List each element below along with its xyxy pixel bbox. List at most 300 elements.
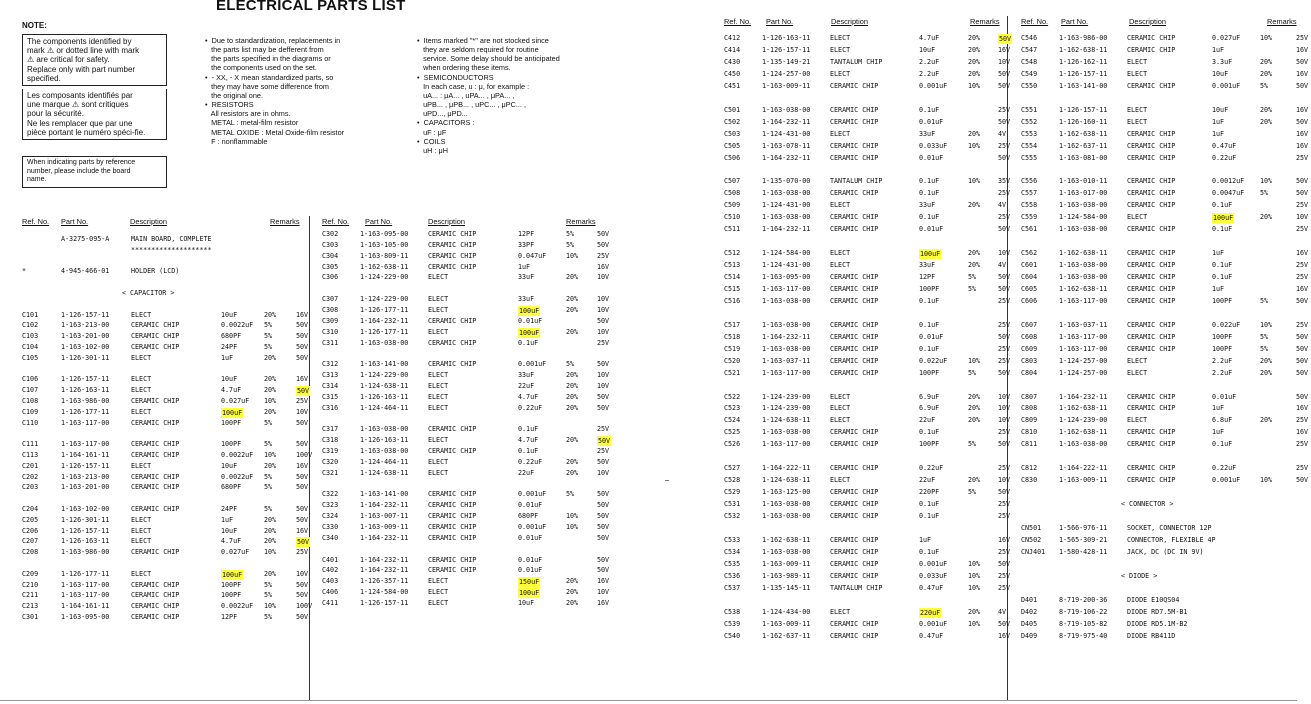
table-row [724, 547, 1011, 558]
description: CERAMIC CHIP [428, 447, 477, 455]
ref-no: C205 [22, 515, 39, 524]
tolerance: 20% [1260, 356, 1273, 365]
voltage: 50V [296, 440, 309, 449]
part-no: 1-126-157-11 [61, 461, 110, 470]
voltage: 50V [1296, 296, 1309, 305]
value: 150uF [519, 578, 540, 587]
part-no: 1-164-232-11 [360, 316, 409, 325]
table-row [322, 339, 617, 349]
value: 33uF [518, 295, 535, 304]
table-row [22, 408, 322, 418]
ref-no: C509 [724, 201, 741, 210]
voltage: 25V [998, 500, 1011, 509]
tolerance: 20% [264, 526, 277, 535]
ref-no: * [22, 267, 27, 276]
description: CERAMIC CHIP [1127, 440, 1176, 449]
voltage: 16V [597, 577, 610, 586]
ref-no: C340 [322, 533, 339, 542]
part-no: 1-162-638-11 [1059, 428, 1108, 437]
description: ELECT [830, 607, 851, 616]
part-no: 1-124-229-00 [360, 295, 409, 304]
tolerance: 20% [566, 371, 579, 380]
part-no: 1-126-177-11 [61, 569, 110, 578]
table-row [22, 591, 322, 601]
tolerance: 20% [566, 468, 579, 477]
voltage: 4V [998, 129, 1007, 138]
voltage: 10V [597, 371, 610, 380]
intro-line: • RESISTORS [205, 100, 254, 110]
part-no: 1-163-095-00 [360, 230, 409, 238]
table-row [22, 440, 322, 450]
part-no: 1-163-809-11 [360, 251, 409, 260]
table-row [22, 473, 322, 483]
intro-line: METAL : metal-film resistor [205, 118, 299, 128]
tolerance: 20% [264, 515, 277, 524]
part-no: 1-124-431-00 [762, 129, 811, 138]
table-row [1021, 476, 1311, 486]
tolerance: 20% [566, 327, 579, 336]
part-no: 1-124-638-11 [360, 468, 409, 477]
table-row [1021, 285, 1311, 295]
table-row [322, 523, 617, 533]
part-no: 1-163-038-00 [762, 547, 811, 556]
part-no: 1-163-038-00 [762, 344, 811, 353]
voltage: 10V [597, 381, 610, 390]
description: ELECT [830, 201, 851, 210]
ref-no: C518 [724, 332, 741, 341]
table-row [724, 117, 1011, 128]
intro-line: • Due to standardization, replacements in [205, 36, 341, 45]
ref-no: C552 [1021, 117, 1038, 126]
value: 10uF [919, 45, 936, 54]
table-row [322, 512, 617, 522]
voltage: 50V [296, 353, 309, 362]
ref-no: C303 [322, 240, 339, 249]
description: CERAMIC CHIP [830, 440, 879, 449]
part-no: 1-163-038-00 [360, 425, 409, 434]
part-no: 1-126-157-11 [61, 310, 110, 319]
ref-no: C508 [724, 189, 741, 198]
ref-no: CNJ401 [1021, 547, 1046, 556]
part-no: 1-124-638-11 [762, 416, 811, 425]
table-row [724, 105, 1011, 116]
value: 220uF [920, 608, 941, 617]
value: 0.1uF [919, 512, 940, 520]
table-row [22, 462, 322, 472]
part-no: 1-163-007-11 [360, 512, 409, 521]
description: CERAMIC CHIP [830, 189, 879, 198]
tolerance: 20% [264, 569, 277, 578]
table-row [322, 566, 617, 576]
part-no: 1-163-038-00 [1059, 273, 1108, 281]
tolerance: 10% [1260, 177, 1273, 186]
description: ELECT [830, 476, 851, 485]
description: ELECT [830, 261, 851, 270]
value: 680PF [221, 483, 242, 492]
table-row [1021, 165, 1311, 175]
ref-no: C551 [1021, 105, 1038, 114]
ref-no: C539 [724, 619, 741, 628]
description: CERAMIC CHIP [428, 501, 477, 510]
description: ELECT [428, 305, 449, 314]
tolerance: 5% [968, 440, 977, 449]
description: CERAMIC CHIP [131, 472, 180, 481]
value: 0.1uF [919, 296, 940, 305]
voltage: 50V [296, 418, 309, 427]
tolerance: 20% [566, 392, 579, 401]
voltage: 50V [1296, 81, 1309, 90]
voltage: 50V [1296, 344, 1309, 353]
tolerance: 5% [968, 273, 977, 281]
voltage: 35V [998, 177, 1011, 186]
table-row [22, 581, 322, 591]
part-no: 1-162-637-11 [762, 631, 811, 640]
voltage: 50V [999, 35, 1012, 43]
table-row [1021, 369, 1311, 379]
voltage: 10V [597, 295, 610, 304]
table-row [1021, 309, 1311, 319]
voltage: 10V [1296, 213, 1309, 222]
description: CERAMIC CHIP [428, 251, 477, 260]
ref-no: C553 [1021, 129, 1038, 138]
note-french [22, 89, 167, 140]
description: ELECT [428, 381, 449, 390]
part-no: 1-124-229-00 [360, 371, 409, 380]
ref-no: C111 [22, 440, 39, 449]
part-no: 1-163-125-00 [762, 488, 811, 497]
part-no: 1-126-163-11 [61, 386, 110, 395]
tolerance: 20% [566, 381, 579, 390]
value: 0.1uF [518, 447, 539, 455]
description: CERAMIC CHIP [830, 105, 879, 114]
table-row [1021, 225, 1311, 235]
value: 33uF [919, 261, 936, 270]
voltage: 50V [296, 343, 309, 351]
ref-no: C211 [22, 591, 39, 600]
voltage: 50V [597, 522, 610, 531]
voltage: 25V [296, 397, 309, 405]
part-no: 1-126-157-11 [1059, 69, 1108, 78]
ref-no: C304 [322, 251, 339, 260]
part-no: 1-163-141-00 [360, 360, 409, 369]
table-row [724, 69, 1011, 80]
table-row [724, 284, 1011, 295]
ref-no: C311 [322, 338, 339, 347]
ref-no: C411 [322, 598, 339, 607]
ref-no: C607 [1021, 320, 1038, 329]
voltage: 50V [597, 230, 610, 238]
ref-no: C523 [724, 404, 741, 413]
part-no: 1-163-986-00 [1059, 34, 1108, 42]
ref-no: C531 [724, 500, 741, 509]
tolerance: 20% [968, 607, 981, 616]
table-row [1021, 130, 1311, 140]
value: 0.001uF [919, 619, 948, 628]
note-label: NOTE: [22, 21, 47, 30]
voltage: 25V [998, 105, 1011, 114]
part-no: 1-164-232-11 [762, 153, 811, 162]
voltage: 10V [597, 273, 610, 282]
tolerance: 5% [1260, 296, 1269, 305]
part-no: 1-164-222-11 [762, 464, 811, 473]
ref-no: C104 [22, 343, 39, 351]
description: CERAMIC CHIP [1127, 404, 1176, 413]
voltage: 50V [998, 284, 1011, 293]
part-no: 1-163-038-00 [762, 213, 811, 222]
value: 1uF [1212, 249, 1225, 258]
tolerance: 10% [968, 619, 981, 628]
voltage: 16V [1296, 129, 1309, 138]
part-no: 1-164-232-11 [762, 117, 811, 126]
value: 33uF [518, 273, 535, 282]
parts-list-page-right [700, 0, 1309, 704]
ref-no: C547 [1021, 45, 1038, 54]
description: CERAMIC CHIP [131, 580, 180, 589]
note-line: une marque ⚠ sont critiques [27, 100, 129, 110]
table-row [724, 225, 1011, 235]
table-row [1021, 620, 1311, 630]
table-row [22, 332, 322, 342]
ref-no: D401 [1021, 595, 1038, 604]
description: CERAMIC CHIP [1127, 273, 1176, 281]
description: CERAMIC CHIP [830, 273, 879, 281]
part-no: 1-163-038-00 [762, 500, 811, 509]
voltage: 10V [998, 249, 1011, 258]
table-row [724, 296, 1011, 307]
table-row [724, 488, 1011, 498]
part-no: 1-163-010-11 [1059, 177, 1108, 186]
part-no: 1-163-038-00 [762, 105, 811, 114]
table-row [1021, 154, 1311, 164]
part-no: 1-163-117-00 [1059, 344, 1108, 353]
part-no: 1-163-038-00 [762, 428, 811, 437]
tolerance: 5% [264, 613, 273, 621]
ref-no: C204 [22, 505, 39, 513]
table-row [322, 480, 617, 490]
description: DIODE RD7.5M-B1 [1127, 607, 1188, 616]
ref-no: C450 [724, 69, 741, 78]
description: CERAMIC CHIP [131, 602, 180, 611]
value: 24PF [221, 343, 238, 351]
tolerance: 5% [566, 360, 575, 369]
value: 100uF [519, 306, 540, 315]
voltage: 10V [998, 392, 1011, 401]
table-row [22, 235, 322, 245]
value: 0.022uF [1212, 320, 1241, 329]
table-row [1021, 34, 1311, 44]
ref-no: C322 [322, 490, 339, 499]
tolerance: 10% [968, 81, 981, 90]
ref-no: C324 [322, 512, 339, 521]
description: CERAMIC CHIP [131, 418, 180, 427]
value: 12PF [919, 273, 936, 281]
note-line: pour la sécurité. [27, 109, 84, 119]
value: 0.01uF [518, 501, 543, 510]
part-no: 1-124-584-00 [1059, 213, 1108, 222]
voltage: 16V [1296, 141, 1309, 150]
intro-line: F : nonflammable [205, 136, 268, 146]
voltage: 25V [998, 583, 1011, 592]
note-line: Les composants identifiés par [27, 91, 133, 100]
description: DIODE E10QS04 [1127, 595, 1180, 604]
part-no: A-3275-095-A [61, 235, 110, 243]
voltage: 16V [998, 45, 1011, 54]
part-no: 1-135-149-21 [762, 57, 811, 66]
table-row [724, 261, 1007, 271]
value: 0.1uF [919, 105, 940, 114]
header-remarks: Remarks [970, 17, 1000, 26]
ref-no: C320 [322, 457, 339, 466]
value: 0.033uF [919, 141, 948, 150]
ref-no: C513 [724, 261, 741, 270]
table-row [22, 343, 322, 353]
tolerance: 10% [264, 451, 277, 459]
value: 22uF [518, 468, 535, 477]
description: CERAMIC CHIP [830, 368, 879, 377]
description: CERAMIC CHIP [131, 483, 180, 492]
tolerance: 5% [264, 440, 273, 449]
ref-no: C507 [724, 177, 741, 186]
description: CERAMIC CHIP [830, 296, 879, 305]
description: ELECT [428, 468, 449, 477]
description: CERAMIC CHIP [1127, 464, 1176, 473]
description: CERAMIC CHIP [1127, 476, 1176, 485]
part-no: 1-163-117-00 [762, 368, 811, 377]
tolerance: 5% [1260, 344, 1269, 353]
description: CERAMIC CHIP [428, 240, 477, 249]
table-row [724, 332, 1011, 343]
tolerance: 20% [1260, 213, 1273, 222]
description: ELECT [428, 392, 449, 401]
voltage: 16V [1296, 105, 1309, 114]
ref-no: C514 [724, 273, 741, 281]
tolerance: 20% [968, 69, 981, 78]
table-row [1021, 118, 1311, 128]
part-no: 1-163-117-00 [61, 418, 110, 427]
ref-no: C109 [22, 407, 39, 416]
table-row [322, 252, 617, 262]
value: 22uF [919, 416, 936, 425]
description: < CAPACITOR > [122, 289, 175, 297]
intro-line: All resistors are in ohms. [205, 109, 291, 119]
ref-no: C558 [1021, 201, 1038, 210]
table-row [322, 263, 617, 273]
description: DIODE RB411D [1127, 631, 1176, 640]
description: CERAMIC CHIP [1127, 34, 1176, 42]
voltage: 10V [296, 407, 309, 416]
value: 680PF [221, 332, 242, 341]
table-row [724, 249, 1011, 259]
voltage: 25V [1296, 261, 1309, 270]
description: CERAMIC CHIP [1127, 177, 1176, 186]
table-row [724, 583, 1011, 594]
ref-no: C306 [322, 273, 339, 282]
description: CERAMIC CHIP [1127, 261, 1176, 270]
ref-no: C533 [724, 535, 741, 544]
intro-line: service. Some delay should be anticipated [417, 54, 560, 64]
ref-no: CN502 [1021, 535, 1042, 544]
value: 0.1uF [1212, 261, 1233, 270]
voltage: 16V [296, 310, 309, 319]
description: CERAMIC CHIP [131, 321, 180, 330]
tolerance: 10% [968, 177, 981, 186]
table-row [22, 537, 322, 547]
ref-no: C202 [22, 472, 39, 481]
value: 33uF [518, 371, 535, 380]
value: 6.9uF [919, 404, 940, 413]
voltage: 50V [597, 316, 610, 325]
part-no: 1-124-584-00 [762, 249, 811, 258]
part-no: 1-163-141-00 [360, 490, 409, 499]
value: 0.22uF [1212, 464, 1237, 473]
table-row [1021, 177, 1311, 187]
description: ******************** [131, 245, 212, 254]
voltage: 50V [1296, 392, 1309, 401]
table-row [724, 237, 1007, 247]
part-no: 8-719-106-22 [1059, 607, 1108, 616]
table-row [724, 476, 1011, 486]
tolerance: 5% [968, 488, 977, 497]
value: 2.2uF [919, 69, 940, 78]
table-row [22, 613, 322, 623]
value: 4.7uF [518, 392, 539, 401]
table-row [1021, 381, 1311, 391]
tolerance: 20% [264, 353, 277, 362]
ref-no: C608 [1021, 332, 1038, 341]
description: CERAMIC CHIP [830, 320, 879, 329]
description: CERAMIC CHIP [131, 613, 180, 621]
header-desc: Description [831, 17, 868, 26]
value: 100uF [222, 408, 243, 417]
value: 0.0022uF [221, 451, 254, 459]
table-row [1021, 142, 1311, 152]
table-row [1021, 464, 1311, 474]
part-no: 1-124-431-00 [762, 201, 811, 210]
part-no: 1-163-117-00 [1059, 296, 1108, 305]
description: CERAMIC CHIP [830, 225, 879, 234]
table-row [22, 602, 322, 612]
table-row [22, 559, 322, 569]
voltage: 25V [998, 296, 1011, 305]
voltage: 50V [998, 273, 1011, 281]
description: ELECT [1127, 117, 1148, 126]
voltage: 16V [597, 262, 610, 271]
table-row [322, 349, 617, 359]
description: CERAMIC CHIP [1127, 201, 1176, 210]
ref-no: C519 [724, 344, 741, 353]
part-no: 1-124-257-00 [1059, 356, 1108, 365]
table-row [22, 311, 322, 321]
value: 0.001uF [518, 360, 547, 369]
description: < DIODE > [1121, 571, 1158, 580]
part-no: 1-124-638-11 [360, 381, 409, 390]
table-row [1021, 393, 1311, 403]
tolerance: 20% [264, 386, 277, 395]
ref-no: C503 [724, 129, 741, 138]
header-part: Part No. [365, 217, 393, 226]
voltage: 25V [1296, 153, 1309, 162]
ref-no: C609 [1021, 344, 1038, 353]
voltage: 16V [1296, 69, 1309, 78]
tolerance: 5% [968, 284, 977, 293]
voltage: 10V [998, 57, 1011, 66]
part-no: 1-126-357-11 [360, 577, 409, 586]
table-row [22, 397, 322, 407]
tolerance: 10% [1260, 34, 1273, 42]
intro-line: when ordering these items. [417, 63, 511, 73]
voltage: 50V [296, 505, 309, 513]
table-row [322, 577, 617, 587]
